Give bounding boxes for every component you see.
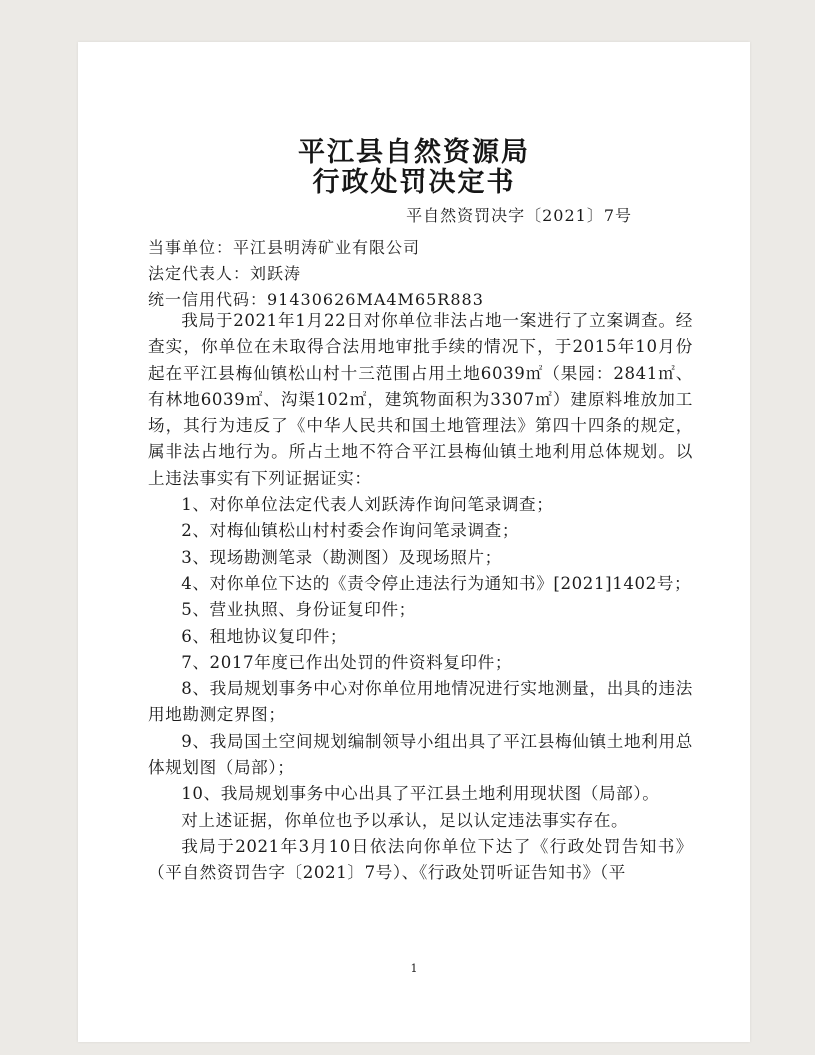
party-unit: 当事单位：平江县明涛矿业有限公司 [148,238,421,257]
evidence-item-10: 10、我局规划事务中心出具了平江县土地利用现状图（局部）。 [181,784,660,804]
document-title-line2: 行政处罚决定书 [312,167,516,198]
evidence-item-2: 2、对梅仙镇松山村村委会作询问笔录调查； [181,521,520,541]
document-page [78,42,750,1042]
page-number: 1 [410,962,418,975]
confirm-paragraph: 对上述证据，你单位也予以承认，足以认定违法事实存在。 [181,810,629,830]
intro-paragraph: 我局于2021年1月22日对你单位非法占地一案进行了立案调查。经查实，你单位在未取得合法用地审批手续的情况下，于2015年10月份起在平江县梅仙镇松山村十三范围占用土地6039㎡（果园：2841㎡、有林地6039㎡、沟渠102㎡，建筑物面积为3307㎡）建原料堆放加工场，其行为违反了《中华人民共和国土地管理法》第四十四条的规定，属非法占地行为。所占土地不符合平江县梅仙镇土地利用总体规划。以上违法事实有下列证据证实： [148,311,693,488]
evidence-item-8: 8、我局规划事务中心对你单位用地情况进行实地测量，出具的违法用地勘测定界图； [148,679,693,725]
evidence-item-5: 5、营业执照、身份证复印件； [181,600,416,620]
credit-code: 统一信用代码：91430626MA4M65R883 [148,290,484,309]
legal-representative: 法定代表人：刘跃涛 [148,264,302,283]
document-number: 平自然资罚决字〔2021〕7号 [406,206,632,225]
notice-paragraph: 我局于2021年3月10日依法向你单位下达了《行政处罚告知书》（平自然资罚告字〔2021〕7号）、《行政处罚听证告知书》（平 [148,836,693,883]
document-body [148,308,693,887]
evidence-item-9: 9、我局国土空间规划编制领导小组出具了平江县梅仙镇土地利用总体规划图（局部）； [148,731,693,778]
document-title-line1: 平江县自然资源局 [298,137,530,168]
evidence-item-4: 4、对你单位下达的《责令停止违法行为通知书》[2021]1402号； [181,573,692,593]
evidence-item-7: 7、2017年度已作出处罚的件资料复印件； [181,652,513,672]
evidence-item-3: 3、现场勘测笔录（勘测图）及现场照片； [181,547,502,567]
evidence-item-6: 6、租地协议复印件； [181,626,348,646]
evidence-item-1: 1、对你单位法定代表人刘跃涛作询问笔录调查； [181,495,554,515]
